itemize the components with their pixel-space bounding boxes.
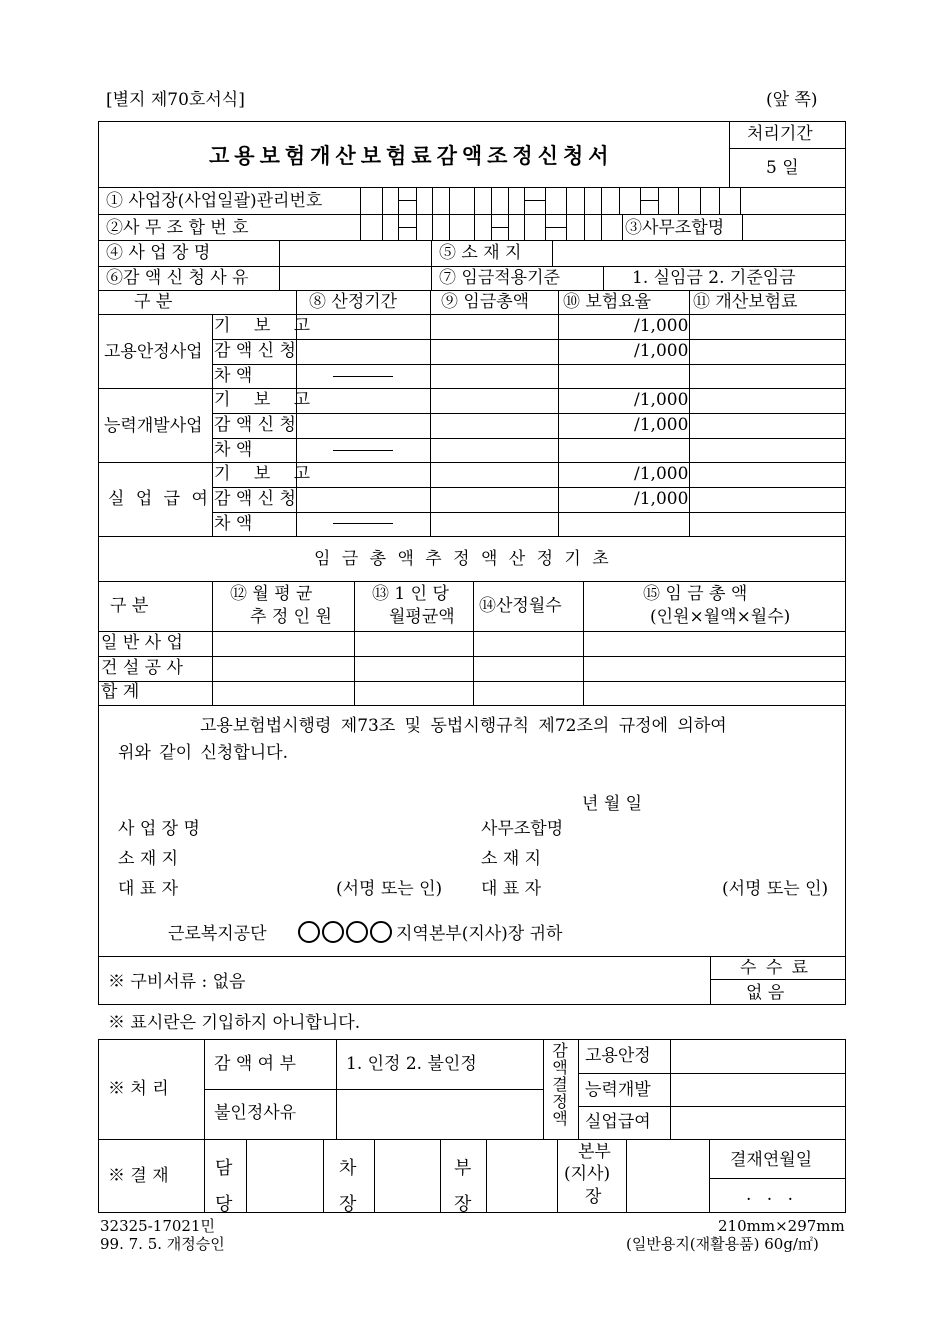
approval-date-label: 결재연월일 <box>730 1150 813 1170</box>
approval-branch-line1: 본부 <box>578 1142 611 1162</box>
row-prior-report: 기 보 고 <box>214 464 320 484</box>
form-number: [별지 제70호서식] <box>106 90 245 110</box>
wage-col-months: ⑭산정월수 <box>479 596 562 616</box>
wage-col-per-person: ⑬ 1 인 당 <box>372 584 449 604</box>
union-rep-label: 대 표 자 <box>481 879 542 899</box>
field-business-name-label: ④ 사 업 장 명 <box>106 243 211 263</box>
approval-role-staff: 담당 <box>215 1158 233 1215</box>
wage-col-monthly-persons-sub: 추 정 인 원 <box>250 607 332 627</box>
blank-circle-icon <box>370 921 392 943</box>
difference-dash <box>333 450 393 451</box>
union-signature[interactable]: (서명 또는 인) <box>722 879 829 899</box>
fee-label: 수 수 료 <box>740 958 811 978</box>
field-office-union-no-label: ②사 무 조 합 번 호 <box>106 218 249 238</box>
col-category-header: 구 분 <box>134 292 173 312</box>
wage-row-general: 일 반 사 업 <box>101 633 183 653</box>
declaration-line2: 위와 같이 신청합니다. <box>118 743 289 763</box>
processing-label: ※ 처 리 <box>108 1079 169 1099</box>
row-reduction-request: 감 액 신 청 <box>214 489 296 509</box>
row-reduction-request: 감 액 신 청 <box>214 341 296 361</box>
page-side: (앞 쪽) <box>766 90 818 110</box>
col-premium-header: ⑪ 개산보험료 <box>693 292 798 312</box>
approval-role-manager: 부장 <box>454 1158 472 1215</box>
row-difference: 차 액 <box>214 366 253 386</box>
col-period-header: ⑧ 산정기간 <box>309 292 398 312</box>
decision-employment-stability-input[interactable] <box>671 1040 845 1072</box>
group-unemployment-benefit: 실 업 급 여 <box>108 489 211 509</box>
approval-manager-sign[interactable] <box>487 1140 556 1212</box>
fee-value: 없 음 <box>746 983 785 1003</box>
approval-branch-sign[interactable] <box>627 1140 708 1212</box>
group-employment-stability: 고용안정사업 <box>104 342 203 362</box>
approval-date-value[interactable]: . . . <box>746 1185 794 1205</box>
rate-value: /1,000 <box>634 464 689 484</box>
wage-col-monthly-persons: ⑫ 월 평 균 <box>230 584 313 604</box>
col-rate-header: ⑩ 보험요율 <box>563 292 652 312</box>
wage-col-total-sub: (인원×월액×월수) <box>650 607 791 627</box>
union-name-label: 사무조합명 <box>481 819 564 839</box>
approval-branch-line2: (지사) <box>564 1164 611 1184</box>
location-input[interactable] <box>553 241 845 265</box>
revision-date: 99. 7. 5. 개정승인 <box>100 1235 225 1253</box>
rate-value: /1,000 <box>634 489 689 509</box>
reduction-approval-options[interactable]: 1. 인정 2. 불인정 <box>346 1054 477 1074</box>
paper-type: (일반용지(재활용품) 60g/㎡) <box>626 1235 819 1253</box>
reject-reason-input[interactable] <box>337 1090 542 1138</box>
applicant-location-label: 소 재 지 <box>118 849 179 869</box>
row-reduction-request: 감 액 신 청 <box>214 415 296 435</box>
field-location-label: ⑤ 소 재 지 <box>439 243 522 263</box>
difference-dash <box>333 376 393 377</box>
decision-skills-development-input[interactable] <box>671 1074 845 1105</box>
col-wage-total-header: ⑨ 임금총액 <box>441 292 530 312</box>
recipient-prefix: 근로복지공단 <box>168 924 267 944</box>
paper-size: 210mm×297mm <box>718 1217 845 1235</box>
row-difference: 차 액 <box>214 514 253 534</box>
form-code: 32325-17021민 <box>100 1217 215 1235</box>
processing-period-label: 처리기간 <box>747 124 813 144</box>
approval-branch-line3: 장 <box>585 1187 602 1207</box>
approval-role-deputy: 차장 <box>339 1158 357 1215</box>
field-reduction-reason-label: ⑥감 액 신 청 사 유 <box>106 268 249 288</box>
applicant-business-name-label: 사 업 장 명 <box>118 819 200 839</box>
rate-value: /1,000 <box>634 316 689 336</box>
rate-value: /1,000 <box>634 415 689 435</box>
field-office-union-name-label: ③사무조합명 <box>625 218 725 238</box>
wage-basis-options[interactable]: 1. 실임금 2. 기준임금 <box>632 268 796 288</box>
wage-col-total: ⑮ 임 금 총 액 <box>643 584 748 604</box>
decision-skills-development: 능력개발 <box>585 1080 651 1100</box>
reduction-reason-input[interactable] <box>280 267 430 289</box>
approval-deputy-sign[interactable] <box>375 1140 439 1212</box>
reduction-approval-label: 감 액 여 부 <box>214 1054 296 1074</box>
date-line[interactable]: 년 월 일 <box>582 794 643 814</box>
rate-value: /1,000 <box>634 390 689 410</box>
reject-reason-label: 불인정사유 <box>214 1103 297 1123</box>
approval-label: ※ 결 재 <box>108 1166 169 1186</box>
row-prior-report: 기 보 고 <box>214 316 320 336</box>
decision-unemployment-benefit: 실업급여 <box>585 1112 651 1132</box>
business-name-input[interactable] <box>280 241 430 265</box>
decision-employment-stability: 고용안정 <box>585 1046 651 1066</box>
union-location-label: 소 재 지 <box>481 849 542 869</box>
field-wage-basis-label: ⑦ 임금적용기준 <box>439 268 560 288</box>
group-skills-development: 능력개발사업 <box>104 416 203 436</box>
difference-dash <box>333 523 393 524</box>
wage-col-category: 구 분 <box>110 596 149 616</box>
wage-row-construction: 건 설 공 사 <box>101 658 183 678</box>
form-title: 고용보험개산보험료감액조정신청서 <box>209 143 614 168</box>
row-prior-report: 기 보 고 <box>214 390 320 410</box>
processing-period-value: 5 일 <box>766 158 799 178</box>
wage-row-total: 합 계 <box>101 682 140 702</box>
wage-section-title: 임 금 총 액 추 정 액 산 정 기 초 <box>314 549 612 569</box>
blank-circle-icon <box>298 921 320 943</box>
rate-value: /1,000 <box>634 341 689 361</box>
blank-circle-icon <box>322 921 344 943</box>
row-difference: 차 액 <box>214 440 253 460</box>
applicant-signature[interactable]: (서명 또는 인) <box>336 879 443 899</box>
declaration-line1: 고용보험법시행령 제73조 및 동법시행규칙 제72조의 규정에 의하여 <box>200 716 727 736</box>
approval-staff-sign[interactable] <box>247 1140 322 1212</box>
office-union-name-input[interactable] <box>743 215 845 239</box>
recipient-suffix: 지역본부(지사)장 귀하 <box>396 924 563 944</box>
field-business-mgmt-no-label: ① 사업장(사업일괄)관리번호 <box>106 191 323 211</box>
decision-amount-label: 감액결정액 <box>552 1041 568 1128</box>
decision-unemployment-benefit-input[interactable] <box>671 1107 845 1138</box>
wage-col-per-person-sub: 월평균액 <box>389 607 455 627</box>
required-docs: ※ 구비서류 : 없음 <box>108 972 246 992</box>
note: ※ 표시란은 기입하지 아니합니다. <box>108 1013 361 1033</box>
applicant-rep-label: 대 표 자 <box>118 879 179 899</box>
blank-circle-icon <box>346 921 368 943</box>
